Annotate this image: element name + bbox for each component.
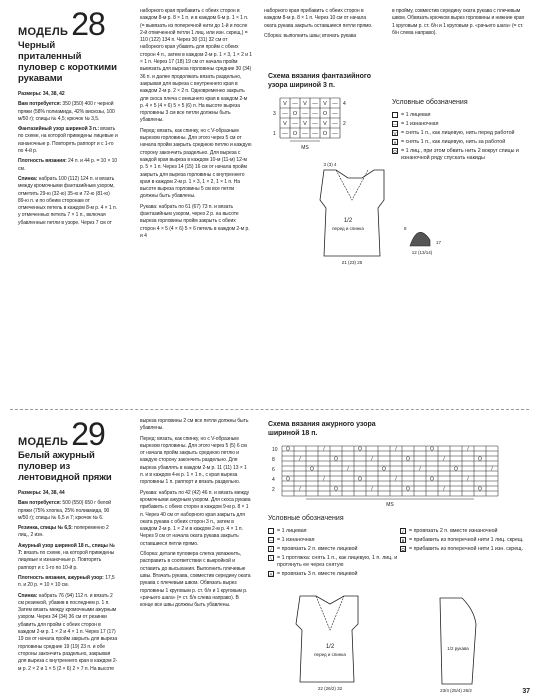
paragraph [18, 176, 118, 227]
legend-symbol-icon: / [268, 546, 274, 552]
chart-stitch-symbol: O [430, 446, 434, 453]
paragraph-text: вязать по схеме, на которой приведены лицевые и изнаночные р. Повторять раппорт и с 1-го по 4-й р. [18, 126, 118, 155]
legend-item [268, 546, 398, 553]
chart-stitch-symbol: O [292, 131, 298, 137]
chart-stitch-symbol: / [443, 456, 445, 463]
paragraph-heading: Фантазийный узор шириной 3 п.: [18, 126, 99, 133]
chart-repeat-label: MS [386, 502, 394, 508]
chart-stitch-symbol: — [312, 121, 318, 127]
model29-legend-left [268, 528, 398, 580]
legend-symbol-icon: — [269, 538, 274, 543]
paragraph-heading: Спинка: [18, 592, 38, 599]
paragraph-heading: Спинка: [18, 175, 38, 182]
legend-symbol-icon: ∨ [393, 140, 397, 145]
model29-instructions [18, 490, 118, 673]
chart-stitch-symbol: V [303, 121, 307, 127]
pattern-dimension: 21 (23) 25 [341, 260, 363, 265]
model28-instructions [18, 91, 118, 227]
chart-repeat-label: MS [301, 145, 309, 151]
chart-stitch-symbol: / [323, 476, 325, 483]
legend-item [392, 139, 528, 146]
model29-legend-title: Условные обозначения [268, 515, 344, 522]
chart-stitch-symbol: — [302, 111, 308, 117]
legend-text: = 1 протяжка: снять 1 п., как лицевую, 1 п. лиц. и протянуть ее через снятую [277, 555, 398, 568]
pattern-dimension: 22 (26/2) 32 [317, 686, 343, 691]
chart-row-number: 4 [272, 477, 275, 483]
pattern-body-outline [320, 170, 384, 256]
model29-legend-right [400, 528, 528, 555]
model-number: 29 [71, 416, 105, 452]
chart-stitch-symbol: O [334, 486, 338, 493]
legend-text: = 1 лиц., при этом обвить нить 2 вокруг спицы и изнаночной ряду спускать накиды [401, 148, 519, 161]
model29-schema-title: Схема вязания ажурного узора шириной 18 п. [268, 421, 376, 437]
chart-stitch-symbol: / [323, 446, 325, 453]
model29-sewing-pattern [290, 590, 530, 694]
chart-stitch-symbol: — [312, 131, 318, 137]
paragraph-text: набрать 100 (112) 124 п. и вязать между кромочными фантазийным узором, отметить 29-ю (32-ю) 35-ю и 72-ю (81-ю) 89-ю п. и по обеим сторонам от отмеченных петель в каждом 8-м р. 4 × 1 п. у отмеченных петель 7 × 1 п., включая убавленные петли в узоре. Через 7 см от [18, 175, 117, 226]
legend-symbol-icon [268, 528, 274, 534]
chart-row-number: 6 [272, 467, 275, 473]
chart-stitch-symbol: O [478, 456, 482, 463]
chart-stitch-symbol: — [332, 111, 338, 117]
legend-text: = провязать 2 п. вместе изнаночной [409, 528, 498, 534]
chart-row-number: 8 [272, 457, 275, 463]
chart-stitch-symbol: O [334, 456, 338, 463]
paragraph: выреза горловины 2 см все петли должны быть убавлены. [140, 418, 249, 432]
chart-stitch-symbol: / [347, 466, 349, 473]
paragraph-heading: Вам потребуется: [18, 101, 62, 108]
legend-symbol-icon: ϕ [401, 538, 405, 543]
legend-item [268, 571, 398, 578]
pattern-label: перед и спинка [314, 652, 346, 657]
legend-text: = 1 изнаночная [401, 121, 439, 127]
chart-stitch-symbol: — [292, 101, 298, 107]
legend-item [268, 528, 398, 535]
chart-stitch-symbol: / [467, 476, 469, 483]
chart-stitch-symbol: — [282, 111, 288, 117]
model29-column-2 [140, 418, 252, 612]
legend-symbol-icon: / [400, 528, 406, 534]
pattern-body-outline [296, 596, 358, 682]
paragraph: Перед: вязать, как спинку, но с V-образным вырезом горловины. Для этого через 5 (5) 6 см от начала пройм закрыть среднюю петлю и каждую сторону закончить раздельно. Для выреза убавлять в каждом 2-м р. 11 (11) 13 × 1 п. и в каждом 4-м р. 1 × 1 п., с края выреза горловины 1 п. раппорт и вязать раздельно. [140, 435, 247, 486]
legend-item [392, 121, 528, 128]
legend-text: = 1 лицевая [277, 528, 307, 534]
model28-column-3 [264, 8, 376, 43]
chart-stitch-symbol: / [299, 456, 301, 463]
paragraph [18, 91, 118, 98]
section-divider [10, 409, 529, 410]
model28-heading [18, 6, 118, 42]
pattern-dimension: 23/4 (25/4) 26/2 [440, 688, 472, 693]
pattern-dimension: 12 (13/14) [411, 250, 433, 255]
pattern-sleeve-outline [410, 232, 430, 246]
chart-stitch-symbol: O [406, 486, 410, 493]
chart-stitch-symbol: O [292, 111, 298, 117]
legend-symbol-icon: O [393, 149, 397, 154]
chart-stitch-symbol: V [323, 101, 327, 107]
chart-stitch-symbol: — [302, 131, 308, 137]
paragraph [18, 126, 118, 155]
chart-stitch-symbol: V [323, 121, 327, 127]
paragraph: Рукава: набрать по 61 (67) 73 п. и вязать фантазийным узором, через 2 р. на высоте выреза горловины пройм закрыть с обеих сторон 4 × 5 (4 × 6) 5 × 6 петель в каждом 2-м р. и 4 [140, 203, 250, 239]
paragraph-text: попеременно 2 лиц., 2 изн. [18, 525, 109, 539]
legend-text: = 1 лицевая [401, 112, 431, 118]
paragraph [18, 525, 118, 540]
chart-stitch-symbol: O [358, 476, 362, 483]
paragraph [18, 490, 118, 497]
chart-stitch-symbol: V [283, 101, 287, 107]
chart-stitch-symbol: — [332, 131, 338, 137]
chart-stitch-symbol: O [454, 466, 458, 473]
pattern-dimension: 17 [436, 240, 442, 245]
paragraph-text: 24 п. и 44 р. = 10 × 10 см. [18, 158, 118, 172]
paragraph [18, 158, 118, 173]
chart-stitch-symbol: / [443, 486, 445, 493]
paragraph-text: 17,5 п. и 20 р. = 10 × 10 см. [18, 574, 115, 589]
model29-heading [18, 416, 118, 452]
chart-stitch-symbol: O [478, 486, 482, 493]
paragraph: Сборка: выполнить швы; втачать рукава [264, 32, 357, 39]
model-number: 28 [71, 6, 105, 42]
chart-stitch-symbol: O [382, 466, 386, 473]
chart-stitch-symbol: / [371, 456, 373, 463]
chart-stitch-symbol: / [395, 476, 397, 483]
paragraph: наборного края прибавить с обеих сторон в каждом 8-м р. 8 × 1 п. и в каждом 6-м р. 1 × 1 п. (= вывязать из поперечной нити до 1-й и после 2-й отмеченной петли 1 лиц. или изн. скрещ.) = 110 (122) 134 п. Через 30 (31) 32 см от наборного края убавить для пройм с обеих сторон 4 п., затем в каждом 2-м р. 1 × 3, 1 × 2 и 1 × 1 п. Через 17 (18) 19 см от начала пройм вывязать для выреза горловины средние 30 (34) 36 п. и далее продолжать вязать раздельно, закрывая для выреза с внутреннего края в каждом 2-м р. 2 × 2 п. Одновременно закрыть для скоса плеча с внешнего края в каждом 2-м р. 4 × 5 (4 × 6) 5 × 5 (6) п. На высоте выреза горловины 3 см все петли должны быть убавлены. [140, 8, 253, 124]
chart-stitch-symbol: — [332, 101, 338, 107]
paragraph-text: набрать 76 (94) 112 п. и вязать 2 см резинкой, убавив в последнем р. 1 п. Затем вязать между кромочными ажурным узором. Через 34 (34) 36 см от резинки убавить для пройм с обеих сторон в каждом 2-м р. 1 × 2 и 4 × 1 п. Через 17 (17) 19 см от начала пройм закрыть для выреза горловины средние 19 (19) 23 п. и обе стороны закончить раздельно, закрывая для выреза с внутреннего края в каждом 2-м р. 2 × 2 и 1 × 5 (2 × 6) 2 × 7 п. На высоте [18, 592, 118, 672]
pattern-dimension: 3 (3) 4 [323, 162, 337, 167]
paragraph-heading: Ажурный узор шириной 18 п., спицы № 7: [18, 542, 115, 557]
legend-item [400, 537, 528, 544]
paragraph-heading: Размеры: 34, 38, 42 [18, 91, 65, 97]
legend-symbol-icon: Λ [269, 572, 273, 577]
model28-legend-title: Условные обозначения [392, 99, 468, 106]
paragraph-heading: Резинка, спицы № 6,5: [18, 525, 73, 532]
paragraph-heading: Плотность вязания, ажурный узор: [18, 574, 104, 581]
chart-stitch-symbol: V [303, 101, 307, 107]
chart-stitch-symbol: / [395, 446, 397, 453]
model29-title: Белый ажурный пуловер из лентовидной пряжи [18, 450, 112, 483]
model28-stitch-chart [268, 96, 378, 156]
paragraph [18, 500, 118, 522]
pattern-label: 1/2 [325, 644, 335, 650]
legend-text: = 1 изнаночная [277, 537, 315, 543]
chart-stitch-symbol: / [419, 466, 421, 473]
chart-row-number: 4 [343, 101, 346, 107]
paragraph-heading: Вам потребуется: [18, 500, 62, 507]
chart-stitch-symbol: / [467, 446, 469, 453]
legend-item [392, 130, 528, 137]
chart-stitch-symbol: O [286, 446, 290, 453]
paragraph [18, 593, 118, 673]
chart-stitch-symbol: O [358, 446, 362, 453]
pattern-label: 1/2 [343, 218, 353, 224]
pattern-neckline [316, 596, 344, 630]
pattern-sleeve-outline [440, 598, 476, 684]
legend-symbol-icon: V [393, 131, 397, 136]
legend-text: = прибавить из поперечной нити 1 лиц. скрещ. [409, 537, 524, 543]
legend-text: = снять 1 п., как лицевую, нить за работой [401, 139, 506, 145]
model28-legend [392, 112, 528, 164]
legend-item [392, 112, 528, 119]
chart-row-number: 3 [273, 111, 276, 117]
legend-item [400, 546, 528, 553]
model-label: МОДЕЛЬ [18, 26, 69, 38]
pattern-dimension: 8 [404, 226, 407, 231]
chart-stitch-symbol: — [312, 111, 318, 117]
chart-stitch-symbol: / [491, 466, 493, 473]
paragraph [18, 575, 118, 590]
legend-item [268, 555, 398, 569]
paragraph: наборного края прибавить с обеих сторон в каждом 8-м р. 8 × 1 п. Через 10 см от начала оката рукава закрыть оставшиеся петли прямо. [264, 8, 373, 29]
chart-stitch-symbol: / [371, 486, 373, 493]
chart-stitch-symbol: O [286, 476, 290, 483]
legend-item [400, 528, 528, 535]
legend-symbol-icon [392, 112, 398, 118]
model28-sewing-pattern [318, 160, 458, 272]
pattern-neckline [336, 170, 368, 200]
chart-stitch-symbol: O [406, 456, 410, 463]
legend-item [268, 537, 398, 544]
model-label: МОДЕЛЬ [18, 436, 69, 448]
legend-symbol-icon: — [393, 122, 398, 127]
legend-symbol-icon: \ [268, 555, 274, 561]
chart-stitch-symbol: — [282, 131, 288, 137]
paragraph-text: 350 (350) 400 г черной пряжи (58% полиамида, 42% вискозы, 100 м/50 г); спицы № 4,5; крючок № 3,5. [18, 101, 115, 122]
chart-stitch-symbol: O [430, 476, 434, 483]
model29-stitch-chart [268, 444, 528, 506]
paragraph-heading: Плотность вязания: [18, 158, 67, 165]
legend-text: = провязать 3 п. вместе лицевой [277, 571, 358, 577]
chart-stitch-symbol: — [332, 121, 338, 127]
model28-title: Черный приталенный пуловер с короткими рукавами [18, 40, 117, 84]
paragraph-heading: Размеры: 34, 38, 44 [18, 490, 65, 496]
paragraph: Сборка: детали пуловера слегка увлажнить, расправить в соответствии с выкройкой и оставить до высыхания. Выполнить плечевые швы. Втачать рукава, совместив середину оката рукава с плечевым швом. Обвязать вырез горловины 1 круговым р. ст. б/н и 1 круговым р. «рачьего шага» (= ст. б/н слева направо). В конце все швы должны быть убавлены. [140, 551, 251, 609]
chart-stitch-symbol: V [283, 121, 287, 127]
legend-text: = прибавить из поперечной нити 1 изн. скрещ. [409, 546, 523, 552]
chart-stitch-symbol: — [292, 121, 298, 127]
pattern-label: 1/2 рукава [447, 646, 469, 651]
paragraph-text: вязать по схеме, на которой приведены лицевые и изнаночные р. Повторять раппорт и с 1-го по 10-й р. [18, 550, 115, 571]
paragraph [18, 543, 118, 572]
legend-text: = снять 1 п., как лицевую, нить перед работой [401, 130, 515, 136]
model28-column-1 [18, 6, 118, 230]
chart-stitch-symbol: / [299, 486, 301, 493]
chart-row-number: 10 [272, 447, 278, 453]
legend-text: = провязать 2 п. вместе лицевой [277, 546, 358, 552]
chart-row-number: 2 [272, 487, 275, 493]
model29-column-1 [18, 416, 118, 676]
paragraph-text: 500 (550) 650 г белой пряжи (75% хлопка, 25% полиамида, 90 м/50 г); спицы № 6,5 и 7; крючок № 6. [18, 500, 112, 521]
paragraph [18, 101, 118, 123]
paragraph: Рукава: набрать по 42 (42) 46 п. и вязать между кромочными ажурным узором. Для скоса рукава прибавить с обеих сторон в каждом 9-м р. 8 × 1 п. Через 40 см от наборного края закрыть для оката рукава с обеих сторон 3 п., затем в каждом 2-м р. 1 × 2 и в каждом 2-м р. 4 × 1 п. Через 9 см от начала оката рукава закрыть оставшиеся петли прямо. [140, 489, 251, 547]
model28-assembly-continued: в пройму, совместив середину оката рукава с плечевым швом. Обвязать крючком вырез горловины и нижние края 1 круговым р. ст. б/н и 1 круговым р. «рачьего шага» (= ст. б/н слева направо). [392, 8, 525, 36]
paragraph: Перед: вязать, как спинку, но с V-образным вырезом горловины. Для этого через 5 см от начала пройм закрыть среднюю петлю и каждую сторону закончить раздельно. Для выреза с каждой края выреза в каждом 10-м (11-м) 12-м р. 5 × 1 п. Через 14 (15) 16 см от начала пройм закрыть для выреза горловины с внутреннего края в каждом 2-м р. 1 × 3, 1 × 2, 1 × 1 п. На высоте выреза горловины 5 см все петли должны быть убавлены. [140, 127, 252, 200]
chart-row-number: 2 [343, 121, 346, 127]
chart-stitch-symbol: O [322, 111, 328, 117]
pattern-label: перед и спинка [332, 226, 364, 231]
chart-stitch-symbol: O [322, 131, 328, 137]
chart-stitch-symbol: — [312, 101, 318, 107]
chart-row-number: 1 [273, 131, 276, 137]
legend-symbol-icon: Ω [401, 547, 405, 552]
model28-schema-title: Схема вязания фантазийного узора шириной 3 п. [268, 73, 371, 89]
chart-stitch-symbol: O [310, 466, 314, 473]
page-number: 37 [522, 688, 530, 695]
model28-column-2 [140, 8, 252, 243]
